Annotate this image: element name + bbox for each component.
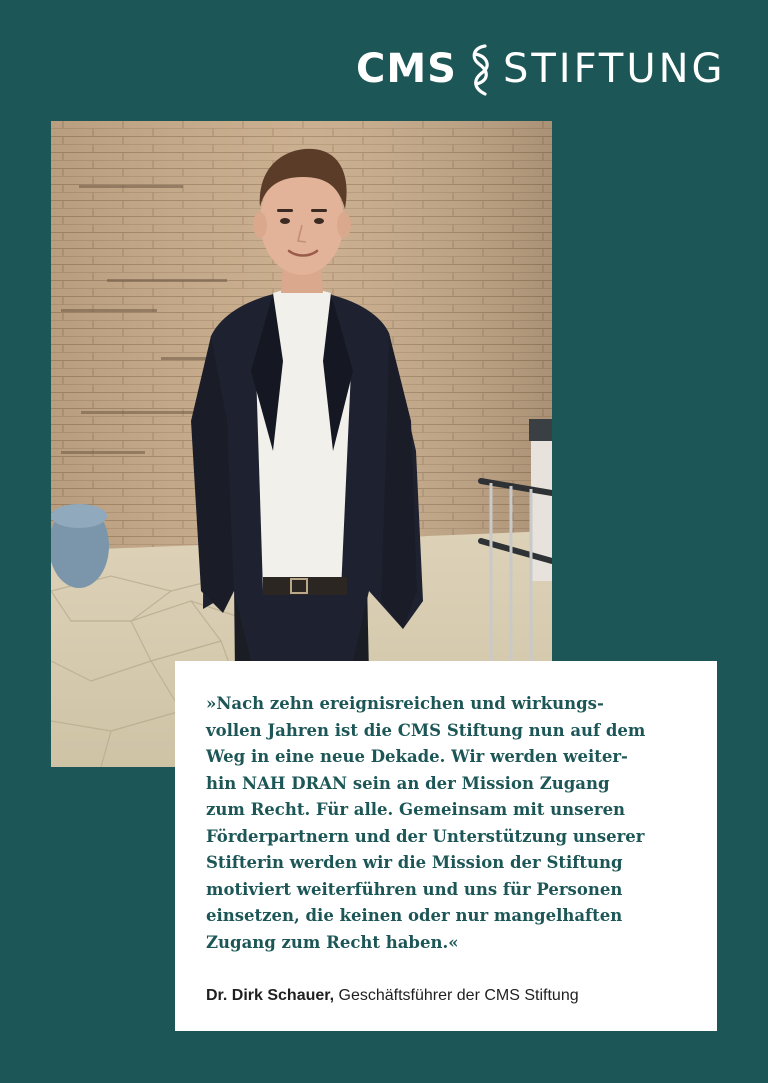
- author-name: Dr. Dirk Schauer,: [206, 987, 335, 1004]
- logo-cms-text: CMS: [356, 46, 457, 92]
- section-sign-icon: [463, 40, 497, 98]
- quote-attribution: [206, 987, 579, 1005]
- quote-card: [175, 661, 717, 1031]
- quote-text: »Nach zehn ereignisreichen und wirkungs- vollen Jahren ist die CMS Stiftung nun auf dem Weg in eine neue Dekade. Wir werden weiter- hin NAH DRAN sein an der Mission Zugang zum Recht. Für alle. Gemeinsam mit unseren Förderpartnern und der Unterstützung unserer Stifterin werden wir die Mission der Stiftung motiviert weiterführen und uns für Personen einsetzen, die keinen oder nur mangelhaften Zugang zum Recht haben.«: [206, 694, 646, 952]
- author-role: Geschäftsführer der CMS Stiftung: [334, 987, 579, 1004]
- logo-stiftung-text: STIFTUNG: [502, 46, 726, 92]
- cms-stiftung-logo: [356, 40, 726, 98]
